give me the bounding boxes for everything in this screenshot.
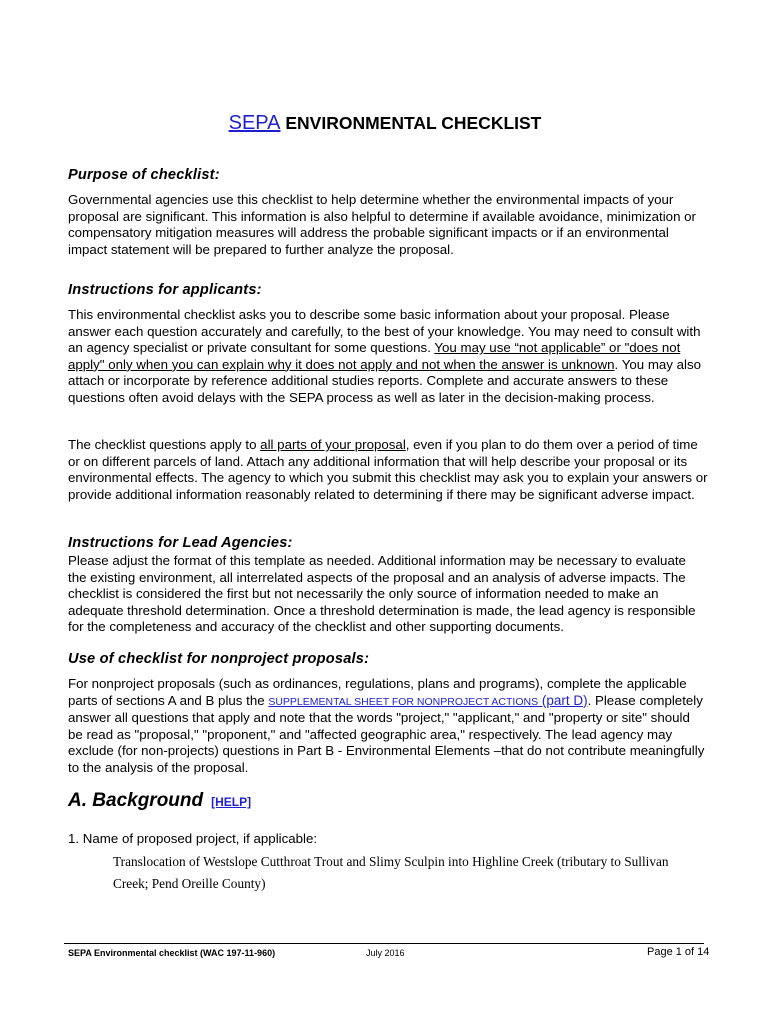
not-applicable-note: You may use “not applicable” or "does not apply" only when you can explain why it does not apply and not when the answer is unknown (68, 340, 681, 372)
part-d-link[interactable]: (part D) (538, 692, 588, 708)
footer-date: July 2016 (366, 948, 405, 958)
applicants-heading: Instructions for applicants: (68, 282, 262, 298)
nonproject-heading: Use of checklist for nonproject proposals: (68, 651, 370, 667)
background-section (68, 790, 251, 812)
sepa-link[interactable]: SEPA (228, 112, 281, 134)
question-1: 1. Name of proposed project, if applicable: (68, 831, 318, 846)
lead-agencies-paragraph: Please adjust the format of this template as needed. Additional information may be necessary to evaluate the existing environment, all interrelated aspects of the proposal and an analysis of adverse impacts. The checklist is considered the first but not necessarily the only source of information needed to make an adequate threshold determination. Once a threshold determination is made, the lead agency is responsible for the completeness and accuracy of the checklist and other supporting documents. (68, 553, 696, 635)
background-heading: A. Background (68, 790, 204, 811)
help-link[interactable]: [HELP] (211, 795, 252, 809)
purpose-heading: Purpose of checklist: (68, 167, 220, 183)
footer-form-name: SEPA Environmental checklist (WAC 197-11-960) (68, 948, 276, 958)
purpose-paragraph: Governmental agencies use this checklist to help determine whether the environmental impacts of your proposal are significant. This information is also helpful to determine if available avoidance, minimization or compensatory mitigation measures will address the probable significant impacts or if an environmental impact statement will be prepared to further analyze the proposal. (68, 192, 696, 257)
applicants-paragraph-2: The checklist questions apply to all parts of your proposal, even if you plan to do them over a period of time or on different parcels of land. Attach any additional information that will help describe your proposal or its environmental effects. The agency to which you submit this checklist may ask you to explain your answers or provide additional information reasonably related to determining if there may be significant adverse impact. (68, 437, 708, 502)
nonproject-paragraph: For nonproject proposals (such as ordinances, regulations, plans and programs), complete the applicable parts of sections A and B plus the SUPPLEMENTAL SHEET FOR NONPROJECT ACTIONS (part D). Please completely answer all questions that apply and note that the words "project," "applicant," and "property or site" should be read as "proposal," "proponent," and "affected geographic area," respectively. The lead agency may exclude (for non-projects) questions in Part B - Environmental Elements –that do not contribute meaningfully to the analysis of the proposal. (68, 676, 705, 775)
footer-page-number: Page 1 of 14 (647, 946, 710, 958)
applicants-paragraph-1: This environmental checklist asks you to describe some basic information about your proposal. Please answer each question accurately and carefully, to the best of your knowledge. You may need to consult with an agency specialist or private consultant for some questions. You may use “not applicable” or "does not apply" only when you can explain why it does not apply and not when the answer is unknown. You may also attach or incorporate by reference additional studies reports. Complete and accurate answers to these questions often avoid delays with the SEPA process as well as later in the decision-making process. (68, 307, 702, 405)
all-parts-note: all parts of your proposal (260, 437, 406, 452)
answer-1[interactable]: Translocation of Westslope Cutthroat Trout and Slimy Sculpin into Highline Creek (tributary to Sullivan Creek; Pend Oreille County) (113, 854, 669, 891)
footer-divider (64, 943, 704, 944)
document-title (0, 112, 770, 135)
lead-agencies-heading: Instructions for Lead Agencies: (68, 535, 293, 551)
title-text: ENVIRONMENTAL CHECKLIST (280, 113, 542, 133)
supplemental-sheet-link[interactable]: SUPPLEMENTAL SHEET FOR NONPROJECT ACTIONS (268, 695, 539, 708)
